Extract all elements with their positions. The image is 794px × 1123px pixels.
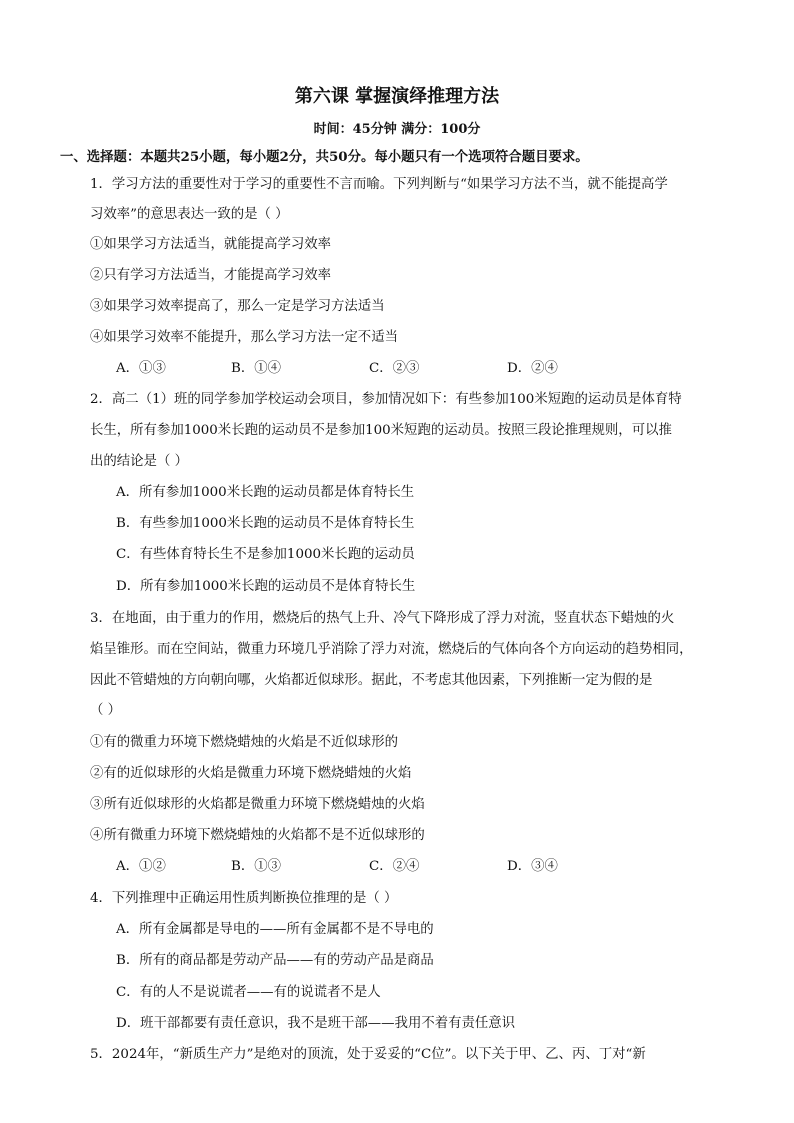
page-title: 第六课 掌握演绎推理方法: [294, 86, 500, 107]
q2-stem-line-2: 长生，所有参加1000米长跑的运动员不是参加100米短跑的运动员。按照三段论推理规则，可以推: [90, 423, 672, 438]
q4-option-d: D．班干部都要有责任意识，我不是班干部——我用不着有责任意识: [116, 1016, 516, 1031]
q1-option-b: B．①④: [231, 361, 282, 376]
q3-option-a: A．①②: [116, 859, 166, 874]
q1-statement-2: ②只有学习方法适当，才能提高学习效率: [90, 268, 332, 283]
q3-stem-line-3: 因此不管蜡烛的方向朝向哪，火焰都近似球形。据此，不考虑其他因素，下列推断一定为假的是: [90, 673, 653, 688]
q4-option-b: B．所有的商品都是劳动产品——有的劳动产品是商品: [116, 953, 434, 968]
q2-option-b: B．有些参加1000米长跑的运动员不是体育特长生: [116, 516, 415, 531]
q2-stem-line-1: 2．高二（1）班的同学参加学校运动会项目，参加情况如下：有些参加100米短跑的运动员是体育特: [90, 392, 682, 407]
q1-option-d: D．②④: [507, 361, 558, 376]
q4-option-c: C．有的人不是说谎者——有的说谎者不是人: [116, 985, 381, 1000]
section-heading: 一、选择题：本题共25小题，每小题2分，共50分。每小题只有一个选项符合题目要求。: [60, 149, 589, 165]
q2-option-a: A．所有参加1000米长跑的运动员都是体育特长生: [116, 485, 415, 500]
q2-option-d: D．所有参加1000米长跑的运动员不是体育特长生: [116, 579, 416, 594]
q3-option-d: D．③④: [507, 859, 558, 874]
q3-statement-1: ①有的微重力环境下燃烧蜡烛的火焰是不近似球形的: [90, 735, 398, 750]
q3-statement-2: ②有的近似球形的火焰是微重力环境下燃烧蜡烛的火焰: [90, 766, 412, 781]
exam-time-score: 时间：45分钟 满分：100分: [313, 122, 481, 137]
q1-stem-line-2: 习效率”的意思表达一致的是（ ）: [90, 207, 289, 222]
q3-option-c: C．②④: [369, 859, 420, 874]
q3-stem-line-4: （ ）: [90, 703, 122, 718]
q1-statement-3: ③如果学习效率提高了，那么一定是学习方法适当: [90, 299, 385, 314]
q4-option-a: A．所有金属都是导电的——所有金属都不是不导电的: [116, 922, 434, 937]
q2-stem-line-3: 出的结论是（ ）: [90, 454, 188, 469]
q1-statement-1: ①如果学习方法适当，就能提高学习效率: [90, 237, 332, 252]
q3-statement-4: ④所有微重力环境下燃烧蜡烛的火焰都不是不近似球形的: [90, 828, 425, 843]
q3-option-b: B．①③: [231, 859, 282, 874]
q2-option-c: C．有些体育特长生不是参加1000米长跑的运动员: [116, 547, 415, 562]
q1-option-a: A．①③: [116, 361, 166, 376]
q1-option-c: C．②③: [369, 361, 420, 376]
q3-statement-3: ③所有近似球形的火焰都是微重力环境下燃烧蜡烛的火焰: [90, 797, 425, 812]
q3-stem-line-1: 3．在地面，由于重力的作用，燃烧后的热气上升、冷气下降形成了浮力对流，竖直状态下蜡烛的火: [90, 611, 675, 626]
q3-stem-line-2: 焰呈锥形。而在空间站，微重力环境几乎消除了浮力对流，燃烧后的气体向各个方向运动的趋势相同，: [90, 642, 693, 657]
q5-stem-line-1: 5．2024年，“新质生产力”是绝对的顶流，处于妥妥的“C位”。以下关于甲、乙、丙、丁对“新: [90, 1047, 646, 1062]
q1-statement-4: ④如果学习效率不能提升，那么学习方法一定不适当: [90, 330, 398, 345]
q1-stem-line-1: 1．学习方法的重要性对于学习的重要性不言而喻。下列判断与“如果学习方法不当，就不能提高学: [90, 177, 668, 192]
q4-stem-line-1: 4．下列推理中正确运用性质判断换位推理的是（ ）: [90, 891, 398, 906]
